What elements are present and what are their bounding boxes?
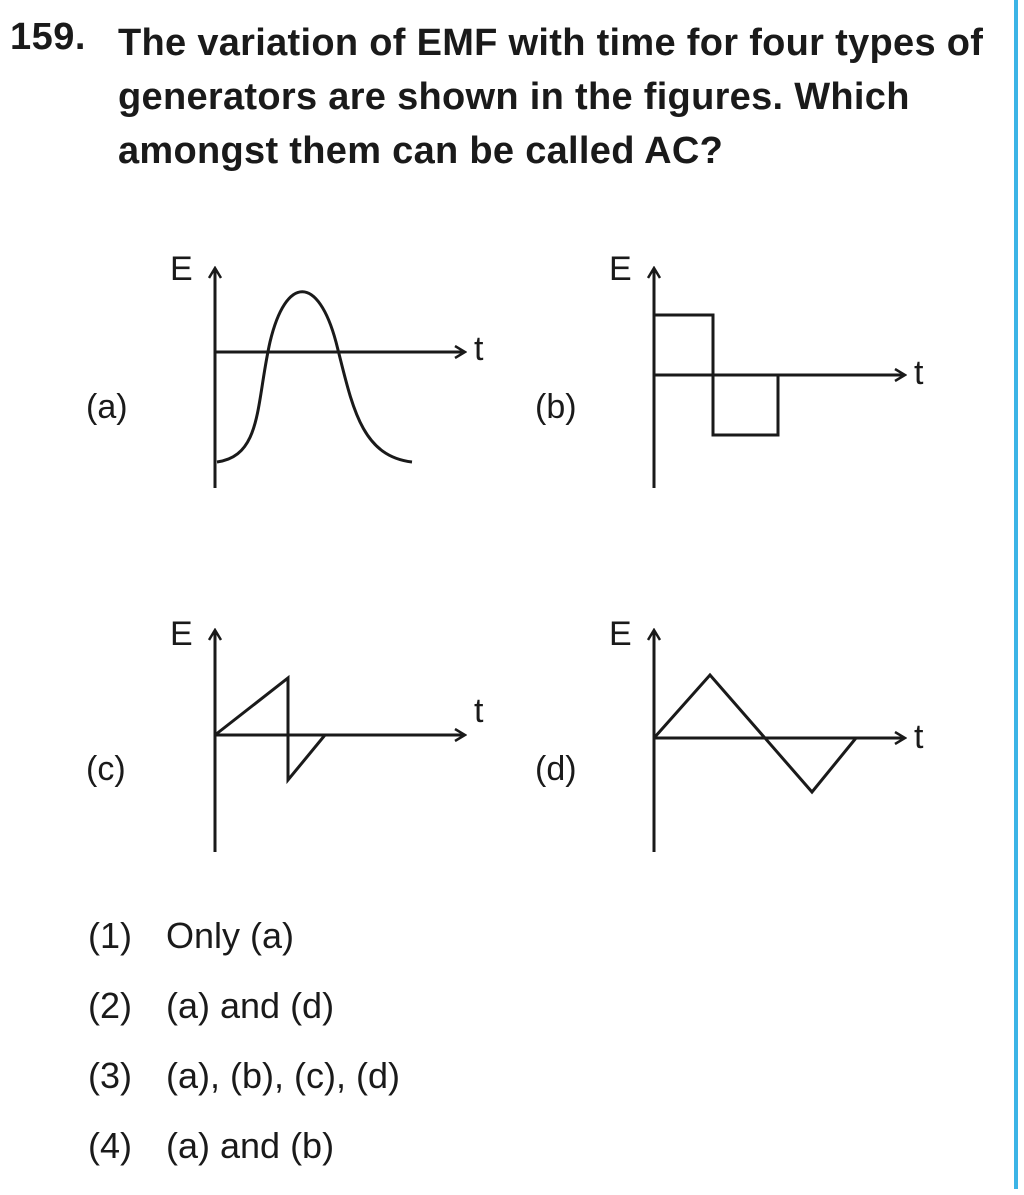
figure-b-x-axis-label: t bbox=[914, 354, 924, 392]
figure-b bbox=[535, 250, 924, 488]
option-1[interactable] bbox=[88, 915, 788, 985]
option-2-text: (a) and (d) bbox=[166, 985, 335, 1026]
answer-options bbox=[88, 915, 788, 1195]
option-2[interactable] bbox=[88, 985, 788, 1055]
option-1-number: (1) bbox=[88, 915, 132, 956]
option-4-text: (a) and (b) bbox=[166, 1125, 335, 1166]
question-number: 159. bbox=[10, 16, 86, 58]
figure-d-triangle-wave bbox=[654, 675, 856, 792]
emf-figures bbox=[0, 220, 1000, 900]
figure-b-y-axis-label: E bbox=[609, 250, 632, 288]
figure-a-y-axis-label: E bbox=[170, 250, 193, 288]
question-text: The variation of EMF with time for four types of generators are shown in the figures. Which amongst them can be called AC? bbox=[118, 22, 984, 172]
option-1-text: Only (a) bbox=[166, 915, 295, 956]
option-3-number: (3) bbox=[88, 1055, 132, 1096]
figure-a-curve bbox=[217, 292, 412, 462]
figures-panel bbox=[0, 220, 1000, 900]
right-border-rule bbox=[1014, 0, 1018, 1189]
figure-c-label: (c) bbox=[86, 750, 126, 788]
figure-a bbox=[86, 250, 484, 488]
figure-b-label: (b) bbox=[535, 388, 577, 426]
figure-c-sawtooth bbox=[215, 678, 325, 780]
figure-c bbox=[86, 615, 484, 852]
figure-a-label: (a) bbox=[86, 388, 128, 426]
figure-d-x-axis-label: t bbox=[914, 718, 924, 756]
option-4-number: (4) bbox=[88, 1125, 132, 1166]
figure-a-x-axis-label: t bbox=[474, 330, 484, 368]
figure-c-x-axis-label: t bbox=[474, 692, 484, 730]
option-4[interactable] bbox=[88, 1125, 788, 1195]
option-3[interactable] bbox=[88, 1055, 788, 1125]
option-2-number: (2) bbox=[88, 985, 132, 1026]
figure-c-y-axis-label: E bbox=[170, 615, 193, 653]
figure-d bbox=[535, 615, 924, 852]
figure-d-y-axis-label: E bbox=[609, 615, 632, 653]
option-3-text: (a), (b), (c), (d) bbox=[166, 1055, 400, 1096]
figure-d-label: (d) bbox=[535, 750, 577, 788]
